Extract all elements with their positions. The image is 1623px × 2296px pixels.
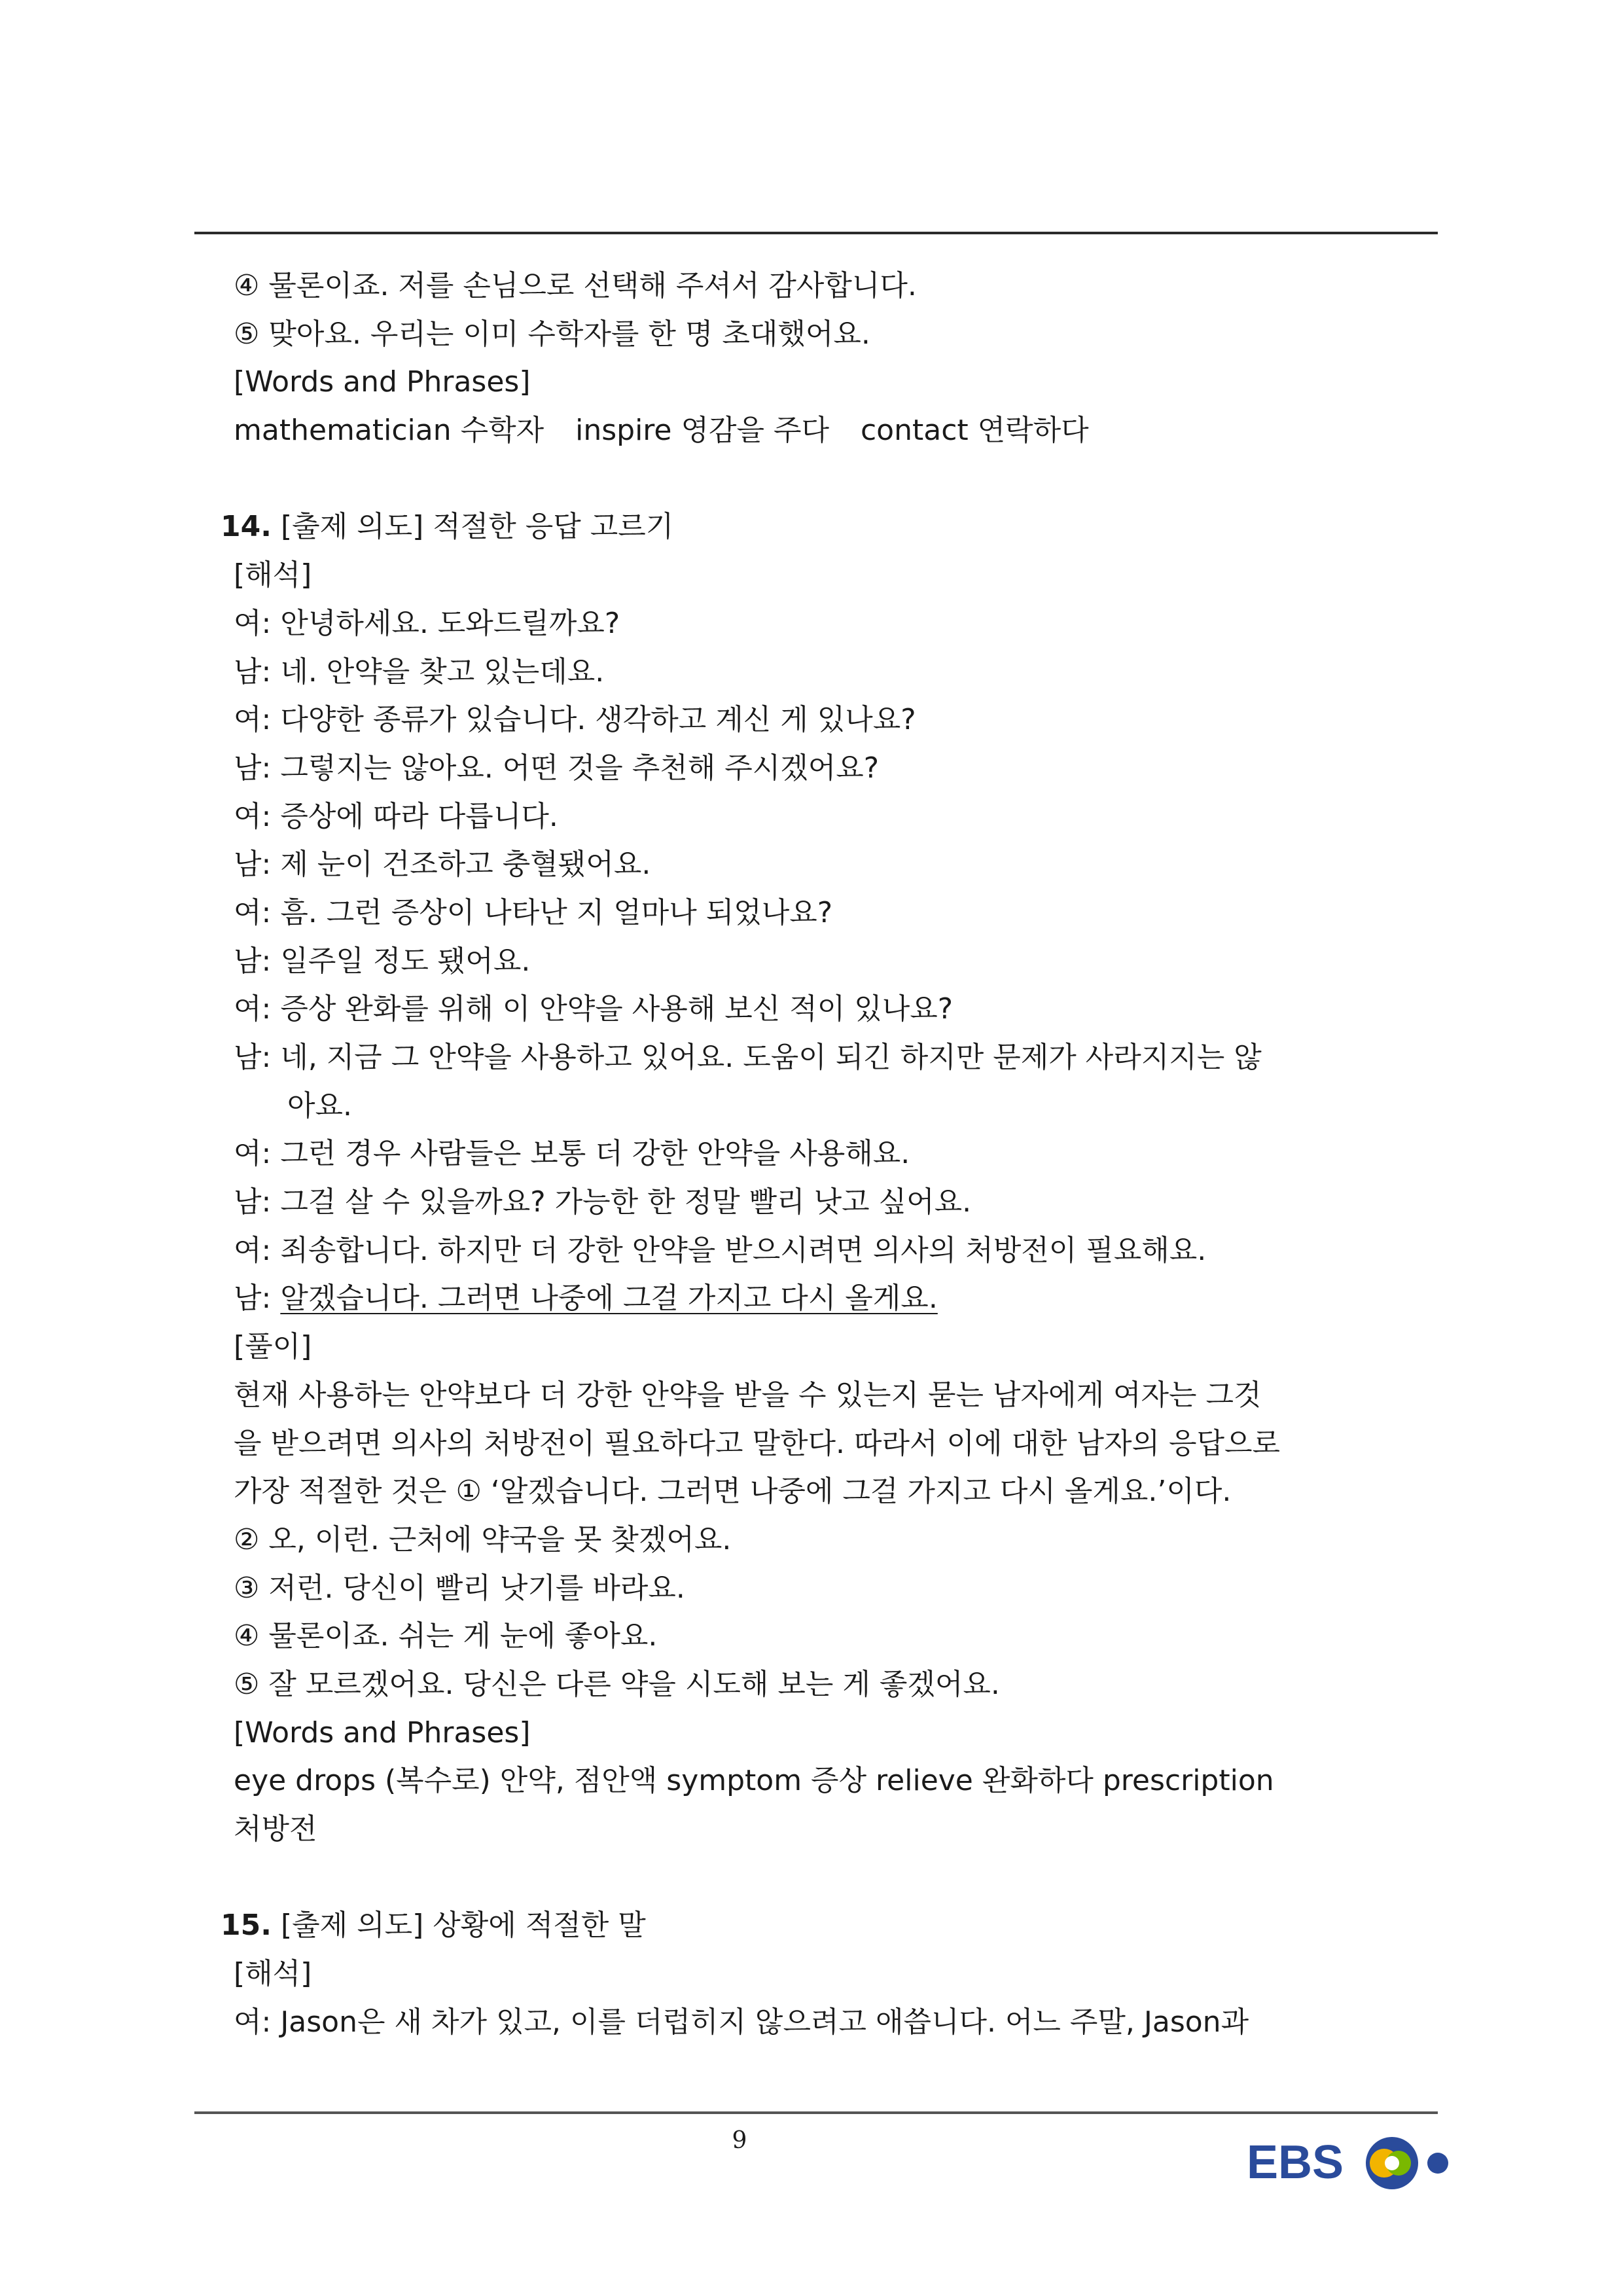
q14-heading: [221, 503, 1399, 551]
q13-option-4: ④ 물론이죠. 저를 손님으로 선택해 주셔서 감사합니다.: [234, 269, 917, 302]
q14-option: ② 오, 이런. 근처에 약국을 못 찾겠어요.: [234, 1522, 732, 1556]
q13-option-5: ⑤ 맞아요. 우리는 이미 수학자를 한 명 초대했어요.: [234, 317, 870, 351]
dialogue-line: 여: 증상에 따라 다릅니다.: [234, 799, 558, 833]
q14-option: ④ 물론이죠. 쉬는 게 눈에 좋아요.: [234, 1619, 658, 1653]
q14-intent: [출제 의도] 적절한 응답 고르기: [280, 510, 674, 544]
dialogue-line: 여: 죄송합니다. 하지만 더 강한 안약을 받으시려면 의사의 처방전이 필요해요.: [234, 1233, 1207, 1267]
q15-number: 15.: [221, 1909, 272, 1943]
dialogue-line: 여: Jason은 새 차가 있고, 이를 더럽히지 않으려고 애씁니다. 어느 주말, Jason과: [234, 2005, 1249, 2039]
q15-intent: [출제 의도] 상황에 적절한 말: [280, 1909, 646, 1943]
q14-explanation-label: [풀이]: [234, 1330, 312, 1364]
q14-option: ③ 저런. 당신이 빨리 낫기를 바라요.: [234, 1571, 685, 1605]
q13-words: [221, 406, 1399, 455]
dialogue-line: 남: 그렇지는 않아요. 어떤 것을 추천해 주시겠어요?: [234, 751, 880, 785]
dialogue-line: 여: 흠. 그런 증상이 나타난 지 얼마나 되었나요?: [234, 895, 833, 929]
dialogue-line: 여: 그런 경우 사람들은 보통 더 강한 안약을 사용해요.: [234, 1137, 910, 1171]
ebs-logo-center-dot: [1385, 2156, 1399, 2170]
dialogue-line: 남: 제 눈이 건조하고 충혈됐어요.: [234, 848, 651, 882]
dialogue-line: 여: 증상 완화를 위해 이 안약을 사용해 보신 적이 있나요?: [234, 992, 954, 1026]
word-entry: contact 연락하다: [860, 414, 1089, 448]
footer-rule: [194, 2111, 1438, 2114]
dialogue-line: 남: 일주일 정도 됐어요.: [234, 944, 531, 978]
dialogue-line-continued: 아요.: [287, 1088, 352, 1122]
speaker-prefix: 남:: [234, 1282, 281, 1316]
explanation-line: 가장 적절한 것은 ① ‘알겠습니다. 그러면 나중에 그걸 가지고 다시 올게요.’이다.: [234, 1475, 1232, 1509]
q13-words-label: [Words and Phrases]: [234, 365, 531, 399]
underlined-answer: 알겠습니다. 그러면 나중에 그걸 가지고 다시 올게요.: [280, 1282, 938, 1316]
dialogue-line: 남: 네. 안약을 찾고 있는데요.: [234, 655, 605, 689]
q14-words-continued: 처방전: [234, 1812, 317, 1846]
word-entry: mathematician 수학자: [234, 414, 544, 448]
page-number: 9: [732, 2127, 747, 2154]
dialogue-answer-line: [221, 1274, 1399, 1323]
explanation-line: 현재 사용하는 안약보다 더 강한 안약을 받을 수 있는지 묻는 남자에게 여자는 그것: [234, 1378, 1262, 1412]
explanation-line: 을 받으려면 의사의 처방전이 필요하다고 말한다. 따라서 이에 대한 남자의 응답으로: [234, 1426, 1280, 1460]
dialogue-line: 여: 안녕하세요. 도와드릴까요?: [234, 606, 620, 640]
dialogue-line: 여: 다양한 종류가 있습니다. 생각하고 계신 게 있나요?: [234, 703, 916, 737]
ebs-logo-side-dot: [1427, 2153, 1448, 2174]
q15-translation-label: [해석]: [234, 1957, 312, 1991]
q14-words: eye drops (복수로) 안약, 점안액 symptom 증상 relieve 완화하다 prescription: [234, 1764, 1274, 1798]
header-rule: [194, 232, 1438, 234]
dialogue-line: 남: 네, 지금 그 안약을 사용하고 있어요. 도움이 되긴 하지만 문제가 사라지지는 않: [234, 1041, 1262, 1074]
q14-number: 14.: [221, 510, 272, 544]
ebs-logo: [1247, 2127, 1456, 2199]
word-entry: inspire 영감을 주다: [575, 414, 829, 448]
page-content: [221, 262, 1399, 2046]
q14-translation-label: [해석]: [234, 558, 312, 592]
q14-option: ⑤ 잘 모르겠어요. 당신은 다른 약을 시도해 보는 게 좋겠어요.: [234, 1667, 1000, 1701]
q15-heading: [221, 1901, 1399, 1950]
ebs-logo-text: EBS: [1247, 2136, 1344, 2189]
dialogue-line: 남: 그걸 살 수 있을까요? 가능한 한 정말 빨리 낫고 싶어요.: [234, 1185, 972, 1219]
q14-words-label: [Words and Phrases]: [234, 1715, 531, 1749]
